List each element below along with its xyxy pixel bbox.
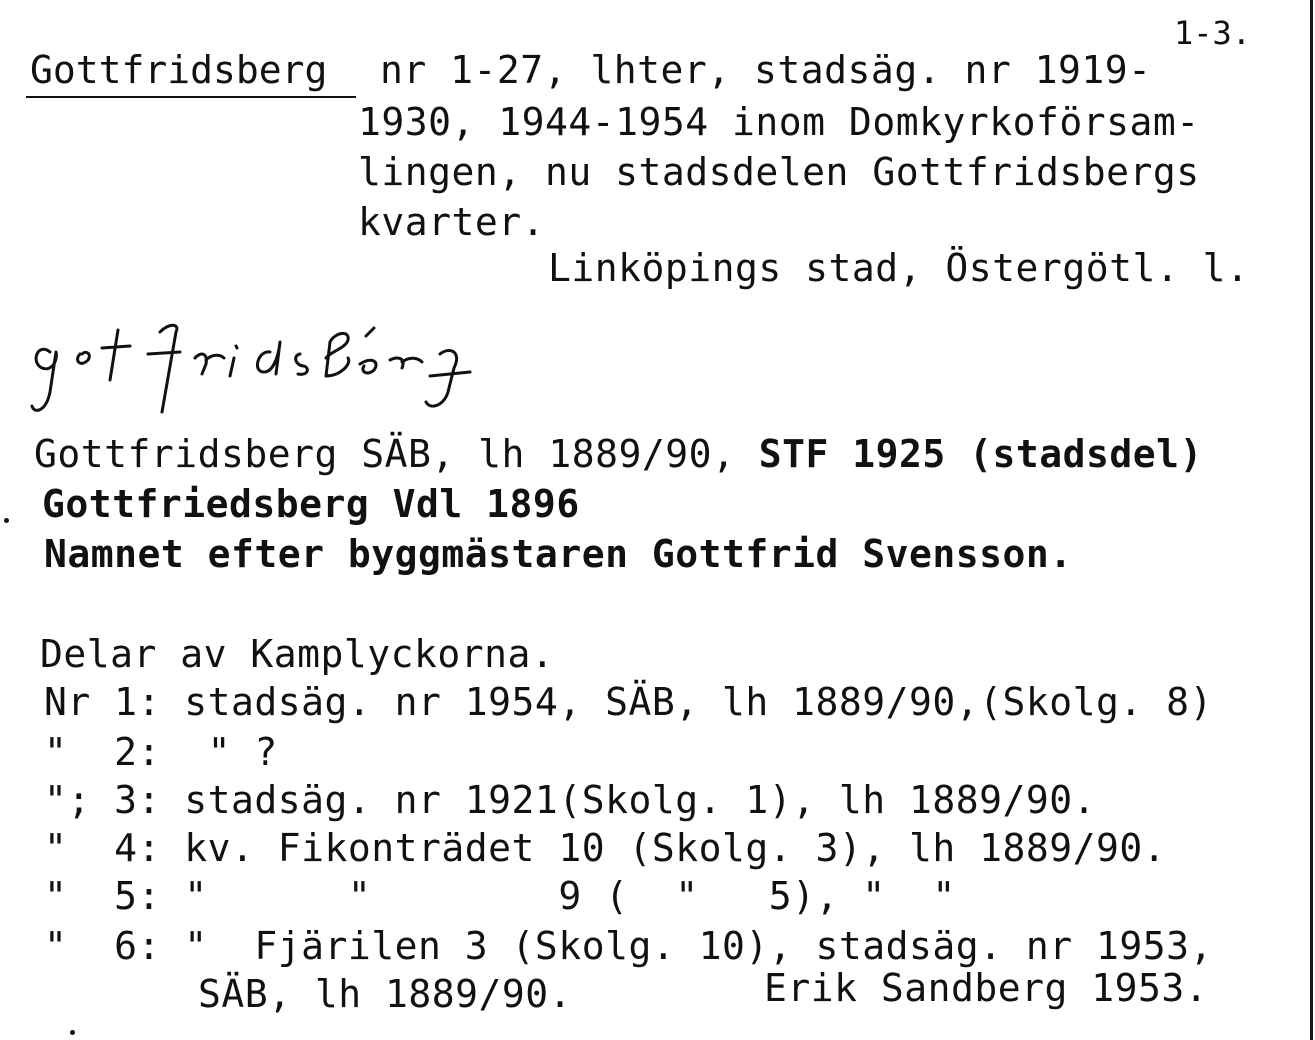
stray-mark [4, 518, 9, 523]
author-signature: Erik Sandberg 1953. [764, 966, 1209, 1010]
name-origin-line: Namnet efter byggmästaren Gottfrid Svensson. [44, 532, 1073, 576]
source-line-2: Gottfriedsberg Vdl 1896 [42, 482, 580, 526]
headword: Gottfridsberg [30, 48, 328, 92]
part-row-5: " 5: " " 9 ( " 5), " " [44, 874, 956, 918]
card-number: 1-3. [1174, 14, 1252, 52]
head-line-2: 1930, 1944-1954 inom Domkyrkoförsam- [358, 100, 1200, 144]
part-row-6: " 6: " Fjärilen 3 (Skolg. 10), stadsäg. nr 1953, [44, 924, 1213, 968]
stray-mark-bottom [70, 1030, 75, 1035]
part-row-4: " 4: kv. Fikonträdet 10 (Skolg. 3), lh 1889/90. [44, 826, 1167, 870]
place-line: Linköpings stad, Östergötl. l. [548, 246, 1250, 290]
part-row-2: " 2: " ? [44, 730, 278, 774]
parts-heading: Delar av Kamplyckorna. [40, 632, 555, 676]
headword-underline [26, 96, 356, 98]
part-row-3: "; 3: stadsäg. nr 1921(Skolg. 1), lh 1889/90. [44, 778, 1097, 822]
head-line-4: kvarter. [358, 200, 546, 244]
source-line-1 [34, 432, 1203, 476]
handwritten-pronunciation [30, 302, 540, 422]
source-line-1-text: Gottfridsberg SÄB, lh 1889/90, [34, 432, 736, 476]
part-row-1: Nr 1: stadsäg. nr 1954, SÄB, lh 1889/90,(Skolg. 8) [44, 680, 1213, 724]
last-line: SÄB, lh 1889/90. [198, 972, 573, 1016]
head-line-1: nr 1-27, lhter, stadsäg. nr 1919- [380, 48, 1152, 92]
card-right-edge [1310, 0, 1313, 1040]
source-line-1-bold: STF 1925 (stadsdel) [758, 432, 1203, 476]
head-line-3: lingen, nu stadsdelen Gottfridsbergs [358, 150, 1200, 194]
